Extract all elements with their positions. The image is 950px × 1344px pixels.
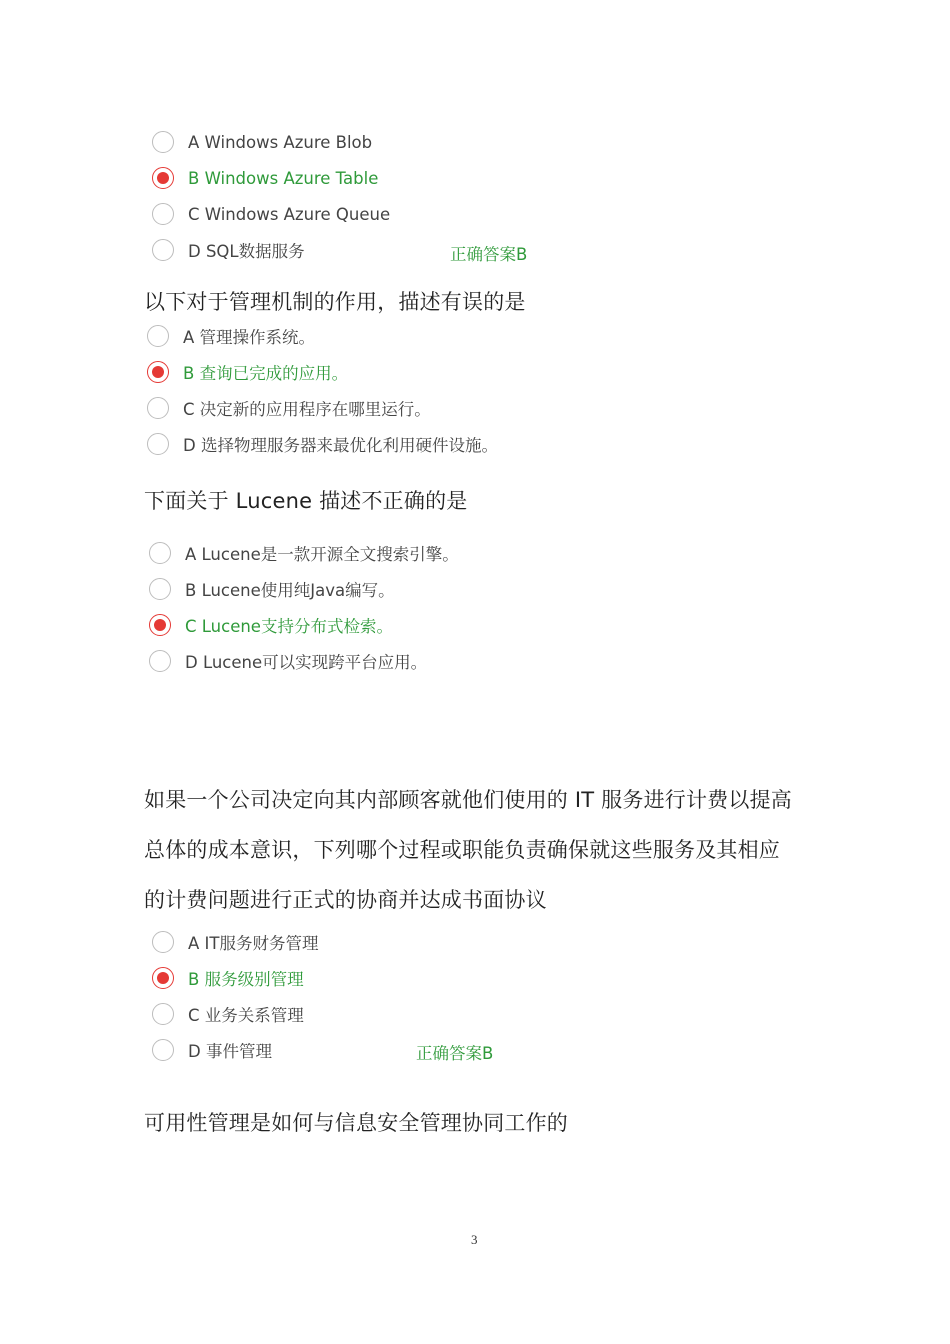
option-label: B Lucene使用纯Java编写。 bbox=[185, 581, 395, 600]
radio-button[interactable] bbox=[147, 433, 169, 455]
page-number: 3 bbox=[471, 1232, 478, 1247]
option-label: D SQL数据服务 bbox=[188, 242, 305, 261]
q1-option-d[interactable] bbox=[152, 236, 390, 264]
option-label: D Lucene可以实现跨平台应用。 bbox=[185, 653, 428, 672]
radio-button[interactable] bbox=[152, 239, 174, 261]
radio-button[interactable] bbox=[152, 131, 174, 153]
q1-correct-answer: 正确答案B bbox=[450, 245, 528, 264]
option-label: C 决定新的应用程序在哪里运行。 bbox=[183, 400, 431, 419]
q3-option-a[interactable] bbox=[149, 539, 459, 567]
question-3-options bbox=[149, 539, 459, 675]
option-label: B 服务级别管理 bbox=[188, 970, 304, 989]
radio-button[interactable] bbox=[149, 578, 171, 600]
q2-option-b[interactable] bbox=[147, 358, 498, 386]
q4-correct-answer: 正确答案B bbox=[416, 1044, 494, 1063]
radio-button[interactable] bbox=[152, 1003, 174, 1025]
question-5-title: 可用性管理是如何与信息安全管理协同工作的 bbox=[144, 1111, 568, 1135]
q4-option-b[interactable] bbox=[152, 964, 318, 992]
radio-button[interactable] bbox=[147, 397, 169, 419]
q3-option-d[interactable] bbox=[149, 647, 459, 675]
option-label: D 选择物理服务器来最优化利用硬件设施。 bbox=[183, 436, 498, 455]
q1-option-c[interactable] bbox=[152, 200, 390, 228]
q2-option-d[interactable] bbox=[147, 430, 498, 458]
radio-button[interactable] bbox=[149, 650, 171, 672]
question-2-title: 以下对于管理机制的作用，描述有误的是 bbox=[144, 290, 526, 314]
radio-button-checked[interactable] bbox=[149, 614, 171, 636]
q1-option-b[interactable] bbox=[152, 164, 390, 192]
radio-button-checked[interactable] bbox=[152, 967, 174, 989]
q1-option-a[interactable] bbox=[152, 128, 390, 156]
q2-option-c[interactable] bbox=[147, 394, 498, 422]
radio-button[interactable] bbox=[152, 931, 174, 953]
question-1-options bbox=[152, 128, 390, 264]
question-3-title: 下面关于 Lucene 描述不正确的是 bbox=[144, 489, 468, 513]
q4-option-d[interactable] bbox=[152, 1036, 318, 1064]
radio-button-checked[interactable] bbox=[147, 361, 169, 383]
q2-option-a[interactable] bbox=[147, 322, 498, 350]
q4-option-c[interactable] bbox=[152, 1000, 318, 1028]
question-2-options bbox=[147, 322, 498, 458]
option-label: C Lucene支持分布式检索。 bbox=[185, 617, 393, 636]
radio-button[interactable] bbox=[152, 1039, 174, 1061]
radio-button[interactable] bbox=[152, 203, 174, 225]
option-label: D 事件管理 bbox=[188, 1042, 272, 1061]
question-4-title-line-3: 的计费问题进行正式的协商并达成书面协议 bbox=[144, 888, 547, 912]
radio-button-checked[interactable] bbox=[152, 167, 174, 189]
question-4-title-line-2: 总体的成本意识，下列哪个过程或职能负责确保就这些服务及其相应 bbox=[144, 838, 780, 862]
q3-option-c[interactable] bbox=[149, 611, 459, 639]
option-label: B Windows Azure Table bbox=[188, 168, 379, 188]
q3-option-b[interactable] bbox=[149, 575, 459, 603]
question-4-options bbox=[152, 928, 318, 1064]
q4-option-a[interactable] bbox=[152, 928, 318, 956]
option-label: B 查询已完成的应用。 bbox=[183, 364, 349, 383]
question-4-title-line-1: 如果一个公司决定向其内部顾客就他们使用的 IT 服务进行计费以提高 bbox=[144, 788, 792, 812]
option-label: A Windows Azure Blob bbox=[188, 132, 373, 152]
option-label: C Windows Azure Queue bbox=[188, 204, 391, 224]
radio-button[interactable] bbox=[149, 542, 171, 564]
radio-button[interactable] bbox=[147, 325, 169, 347]
option-label: C 业务关系管理 bbox=[188, 1006, 304, 1025]
option-label: A 管理操作系统。 bbox=[183, 328, 316, 347]
option-label: A Lucene是一款开源全文搜索引擎。 bbox=[185, 545, 459, 564]
option-label: A IT服务财务管理 bbox=[188, 934, 319, 953]
